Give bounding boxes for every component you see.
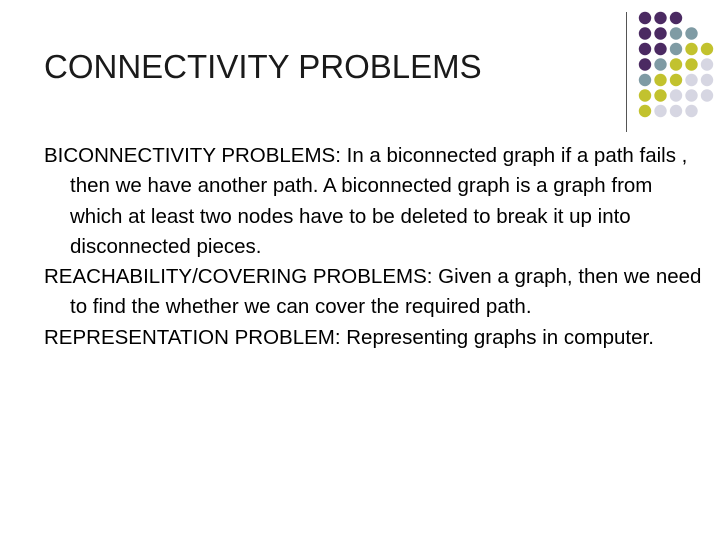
decorative-dot bbox=[670, 74, 682, 86]
term-biconnectivity: BICONNECTIVITY PROBLEMS bbox=[44, 144, 336, 167]
decorative-dot bbox=[639, 27, 651, 39]
term-representation: REPRESENTATION PROBLEM bbox=[44, 325, 335, 349]
decorative-dot bbox=[639, 105, 651, 117]
decorative-dot bbox=[670, 43, 682, 55]
decorative-dot bbox=[685, 43, 697, 55]
term-reachability: REACHABILITY/COVERING PROBLEMS bbox=[44, 265, 427, 289]
decorative-dot bbox=[654, 58, 666, 70]
paragraph-representation bbox=[44, 323, 704, 353]
decorative-dot bbox=[670, 27, 682, 39]
decorative-dot bbox=[670, 12, 682, 24]
decorative-dot bbox=[701, 74, 713, 86]
decorative-dot bbox=[654, 105, 666, 117]
text-biconnectivity: : In a biconnected graph if a path fails , then we have another path. A biconnected graph is a graph from which at least two nodes have to be deleted to break it up into disconnected pieces. bbox=[70, 144, 688, 258]
decorative-dot bbox=[639, 58, 651, 70]
decorative-dot bbox=[670, 89, 682, 101]
decorative-dot bbox=[639, 43, 651, 55]
decorative-dot bbox=[685, 58, 697, 70]
text-reachability: : Given a graph, then we need to find the whether we can cover the required path. bbox=[70, 265, 702, 319]
decorative-dot bbox=[639, 74, 651, 86]
text-representation: : Representing graphs in computer. bbox=[334, 325, 654, 349]
paragraph-reachability bbox=[44, 262, 704, 323]
decorative-dot bbox=[654, 27, 666, 39]
decorative-dot bbox=[654, 12, 666, 24]
decorative-dot bbox=[654, 89, 666, 101]
decorative-dot bbox=[670, 105, 682, 117]
decorative-dot bbox=[701, 58, 713, 70]
slide-title: CONNECTIVITY PROBLEMS bbox=[44, 48, 482, 85]
decorative-dot bbox=[701, 89, 713, 101]
decorative-dot bbox=[670, 58, 682, 70]
divider-line bbox=[626, 12, 627, 132]
decorative-dot-grid bbox=[637, 10, 720, 120]
decorative-dot bbox=[685, 105, 697, 117]
decorative-dot bbox=[701, 43, 713, 55]
decorative-dot bbox=[639, 12, 651, 24]
slide-body bbox=[44, 141, 704, 353]
decorative-dot bbox=[685, 27, 697, 39]
paragraph-biconnectivity bbox=[44, 141, 704, 262]
decorative-dot bbox=[654, 43, 666, 55]
decorative-dot bbox=[639, 89, 651, 101]
decorative-dot bbox=[685, 74, 697, 86]
decorative-dot bbox=[685, 89, 697, 101]
decorative-dot bbox=[654, 74, 666, 86]
